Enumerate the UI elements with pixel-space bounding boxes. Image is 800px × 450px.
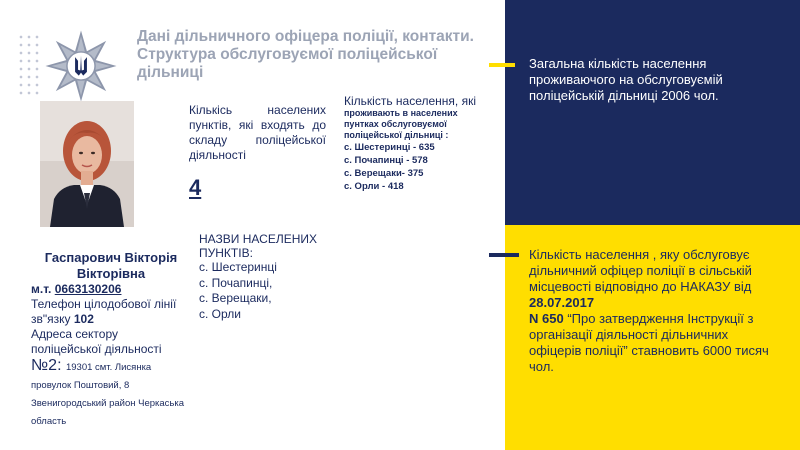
police-emblem-icon [44, 29, 118, 103]
order-tail: ставновить 6000 тисяч чол. [529, 343, 769, 374]
officer-photo [40, 101, 134, 227]
page-title: Дані дільничного офіцера поліції, контакти. Структура обслуговуємої поліцейської дільниці [137, 28, 474, 81]
navy-accent-line [489, 253, 519, 257]
order-title: “Про затвердження Інструкції з організації діяльності дільничних офіцерів поліції” [529, 311, 754, 358]
order-date: 28.07.2017 [529, 295, 595, 310]
settlements-count-value: 4 [189, 175, 202, 200]
settlement-names-title: НАЗВИ НАСЕЛЕНИХ ПУНКТІВ: [199, 232, 317, 260]
total-population-text: Загальна кількість населення проживаючого на обслуговуємій поліцейській дільниці 2006 чол. [529, 56, 723, 103]
order-number: N 650 [529, 311, 564, 326]
settlements-count-label: Кількісь населених пунктів, які входять до складу поліцейської діяльності [189, 103, 326, 162]
right-top-panel [505, 0, 800, 225]
hotline-number: 102 [73, 312, 94, 326]
settlement-names-list [199, 260, 349, 322]
list-item: с. Шестеринці - 635 [344, 142, 435, 153]
officer-name: Гаспарович Вікторія Вікторівна [44, 250, 178, 281]
sector-address [31, 357, 191, 429]
order-intro: Кількість населення , яку обслуговує дільничний офіцер поліції в сільській місцевості відповідно до НАКАЗУ від [529, 247, 752, 294]
population-subtitle: проживають в населених пунтках обслуговуємої поліцейської дільниці : [344, 108, 458, 140]
order-population-text [529, 247, 779, 375]
address-text: 19301 смт. Лисянка провулок Поштовий, 8 Звенигородський район Черкаська область [31, 362, 185, 427]
list-item: с. Верещаки- 375 [344, 168, 424, 179]
hotline-line [31, 297, 191, 327]
list-item: с. Орли - 418 [344, 181, 404, 192]
phone-label: м.т. [31, 282, 52, 296]
officer-phone-line [31, 282, 191, 297]
population-list [344, 141, 489, 193]
list-item: с. Верещаки, [199, 291, 272, 305]
list-item: с. Шестеринці [199, 260, 277, 274]
dot-grid-icon [17, 33, 41, 99]
sector-number: №2: [31, 357, 62, 374]
list-item: с. Почапинці - 578 [344, 155, 428, 166]
officer-info [31, 250, 191, 429]
list-item: с. Почапинці, [199, 275, 273, 290]
phone-link[interactable]: 0663130206 [54, 282, 122, 296]
settlement-names-block [199, 232, 349, 322]
list-item: с. Орли [199, 306, 241, 321]
sector-label: Адреса сектору поліцейської діяльності [31, 327, 162, 356]
population-block [344, 95, 489, 193]
population-title: Кількість населення, які [344, 94, 476, 108]
hotline-label: Телефон цілодобової лінії зв"язку [31, 297, 177, 326]
